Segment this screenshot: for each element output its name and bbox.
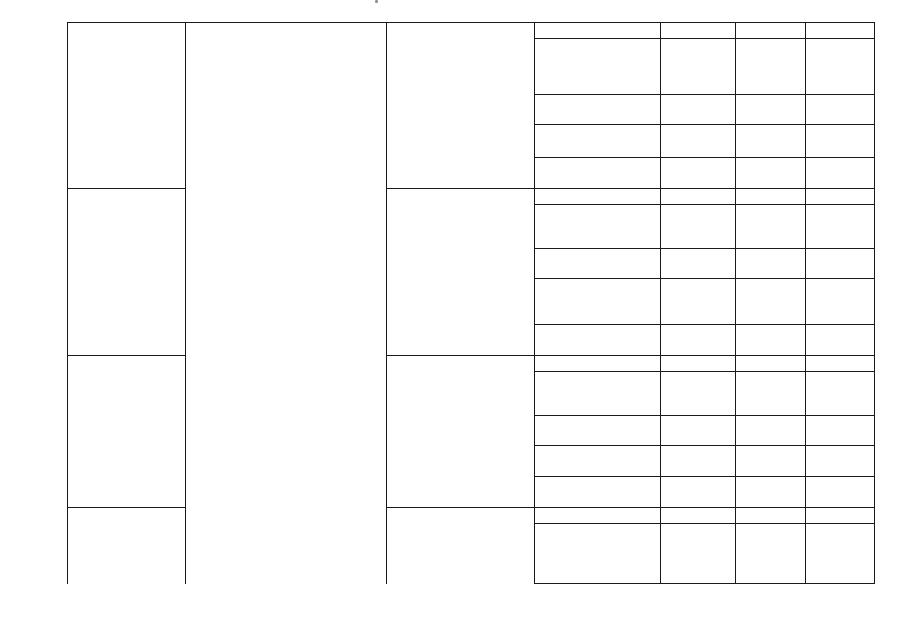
value-cell (806, 39, 875, 95)
value-cell (661, 372, 736, 416)
measure-title (387, 23, 535, 189)
value-cell (736, 125, 806, 158)
value-cell (661, 23, 736, 39)
value-cell (806, 205, 875, 249)
value-cell (806, 158, 875, 189)
by-sources-label (535, 372, 661, 416)
value-cell (736, 524, 806, 584)
extrabudget-label (535, 477, 661, 508)
by-sources-label (535, 39, 661, 95)
federal-label (535, 249, 661, 279)
table-row (68, 23, 875, 39)
value-cell (661, 39, 736, 95)
measure-number (68, 356, 186, 508)
scan-dot (375, 0, 378, 3)
measure-title (387, 189, 535, 356)
value-cell (806, 95, 875, 125)
value-cell (806, 372, 875, 416)
by-sources-label (535, 205, 661, 249)
value-cell (736, 325, 806, 356)
value-cell (736, 477, 806, 508)
value-cell (806, 23, 875, 39)
federal-label (535, 416, 661, 446)
value-cell (736, 95, 806, 125)
total-label (535, 23, 661, 39)
value-cell (661, 189, 736, 205)
value-cell (736, 205, 806, 249)
value-cell (806, 416, 875, 446)
regional-label (535, 446, 661, 477)
value-cell (806, 356, 875, 372)
value-cell (661, 416, 736, 446)
by-sources-label (535, 524, 661, 584)
value-cell (806, 325, 875, 356)
value-cell (661, 158, 736, 189)
regional-label (535, 125, 661, 158)
measure-title (387, 356, 535, 508)
value-cell (736, 416, 806, 446)
total-label (535, 356, 661, 372)
value-cell (661, 95, 736, 125)
value-cell (806, 125, 875, 158)
total-label (535, 508, 661, 524)
executor-cell (186, 23, 387, 584)
value-cell (736, 508, 806, 524)
extrabudget-label (535, 325, 661, 356)
measure-title (387, 508, 535, 584)
extrabudget-label (535, 158, 661, 189)
value-cell (661, 524, 736, 584)
value-cell (661, 279, 736, 325)
value-cell (736, 158, 806, 189)
value-cell (806, 524, 875, 584)
value-cell (661, 356, 736, 372)
federal-label (535, 95, 661, 125)
value-cell (736, 39, 806, 95)
value-cell (806, 477, 875, 508)
value-cell (806, 446, 875, 477)
value-cell (661, 205, 736, 249)
value-cell (806, 249, 875, 279)
value-cell (736, 23, 806, 39)
regional-label (535, 279, 661, 325)
value-cell (806, 279, 875, 325)
value-cell (661, 125, 736, 158)
value-cell (661, 508, 736, 524)
value-cell (736, 372, 806, 416)
value-cell (661, 446, 736, 477)
value-cell (661, 325, 736, 356)
value-cell (736, 356, 806, 372)
value-cell (736, 279, 806, 325)
value-cell (661, 249, 736, 279)
total-label (535, 189, 661, 205)
measure-number (68, 189, 186, 356)
value-cell (736, 249, 806, 279)
value-cell (661, 477, 736, 508)
financing-table (67, 22, 875, 584)
measure-number (68, 23, 186, 189)
value-cell (806, 508, 875, 524)
value-cell (736, 189, 806, 205)
value-cell (736, 446, 806, 477)
value-cell (806, 189, 875, 205)
measure-number (68, 508, 186, 584)
